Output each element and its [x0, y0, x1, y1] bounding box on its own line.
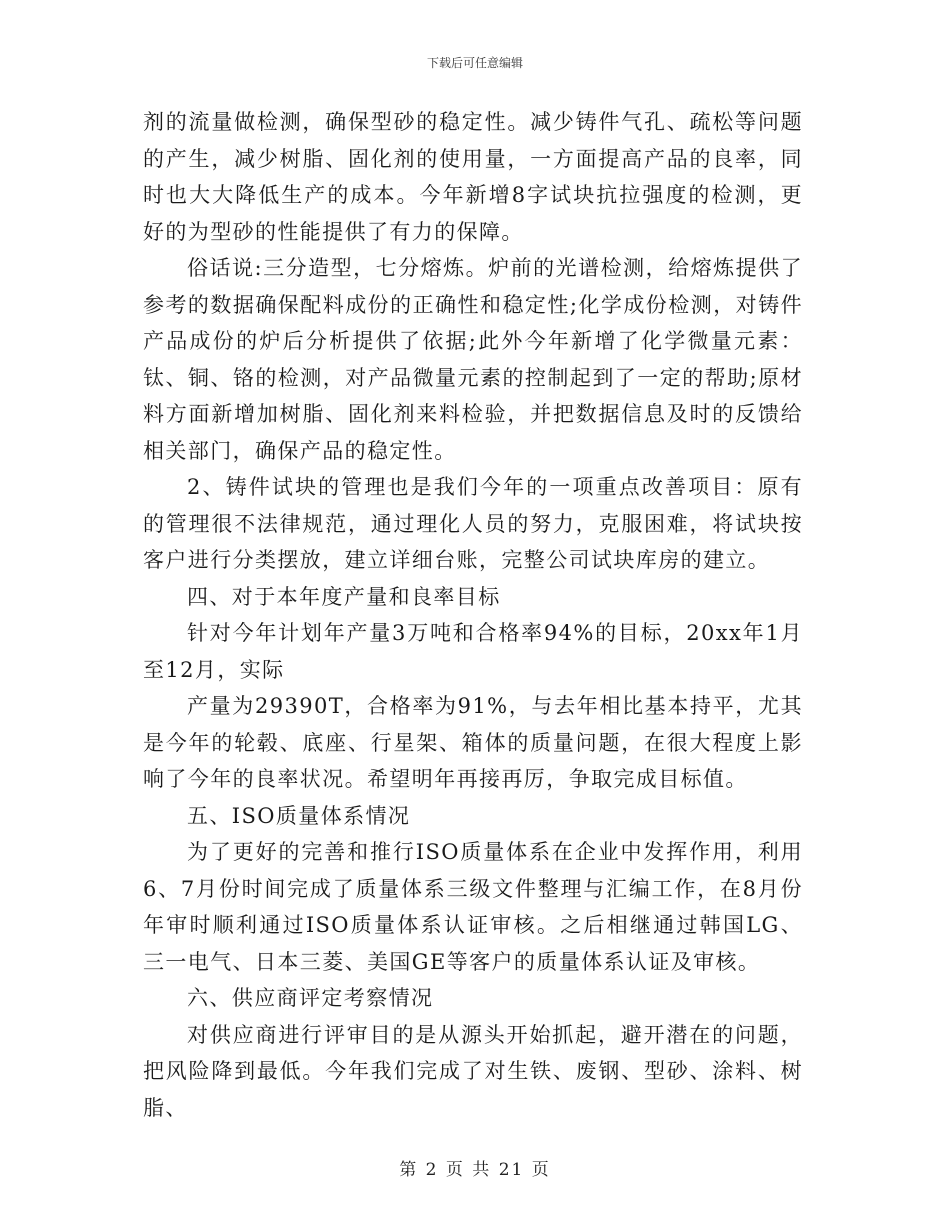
paragraph: 对供应商进行评审目的是从源头开始抓起，避开潜在的问题，把风险降到最低。今年我们完成了对生铁、废钢、型砂、涂料、树脂、 [143, 1022, 803, 1120]
paragraph: 剂的流量做检测，确保型砂的稳定性。减少铸件气孔、疏松等问题的产生，减少树脂、固化剂的使用量，一方面提高产品的良率，同时也大大降低生产的成本。今年新增8字试块抗拉强度的检测，更好的为型砂的性能提供了有力的保障。 [143, 110, 803, 244]
page-header: 下载后可任意编辑 [426, 56, 523, 70]
paragraph: 六、供应商评定考察情况 [187, 986, 434, 1010]
page-footer: 第 2 页 共 21 页 [399, 1160, 551, 1180]
paragraph: 产量为29390T，合格率为91%，与去年相比基本持平，尤其是今年的轮毂、底座、行星架、箱体的质量问题，在很大程度上影响了今年的良率状况。希望明年再接再厉，争取完成目标值。 [143, 694, 803, 791]
paragraph: 针对今年计划年产量3万吨和合格率94%的目标，20xx年1月至12月，实际 [143, 621, 803, 682]
paragraph: 四、对于本年度产量和良率目标 [187, 584, 501, 609]
paragraph: 俗话说:三分造型，七分熔炼。炉前的光谱检测，给熔炼提供了参考的数据确保配料成份的正确性和稳定性;化学成份检测，对铸件产品成份的炉后分析提供了依据;此外今年新增了化学微量元素：钛、铜、铬的检测，对产品微量元素的控制起到了一定的帮助;原材料方面新增加树脂、固化剂来料检验，并把数据信息及时的反馈给相关部门，确保产品的稳定性。 [143, 256, 803, 463]
document-body [143, 104, 803, 1126]
paragraph: 2、铸件试块的管理也是我们今年的一项重点改善项目：原有的管理很不法律规范，通过理化人员的努力，克服困难，将试块按客户进行分类摆放，建立详细台账，完整公司试块库房的建立。 [143, 475, 803, 572]
paragraph: 为了更好的完善和推行ISO质量体系在企业中发挥作用，利用6、7月份时间完成了质量体系三级文件整理与汇编工作，在8月份年审时顺利通过ISO质量体系认证审核。之后相继通过韩国LG、三一电气、日本三菱、美国GE等客户的质量体系认证及审核。 [143, 840, 803, 974]
paragraph: 五、ISO质量体系情况 [187, 803, 411, 828]
